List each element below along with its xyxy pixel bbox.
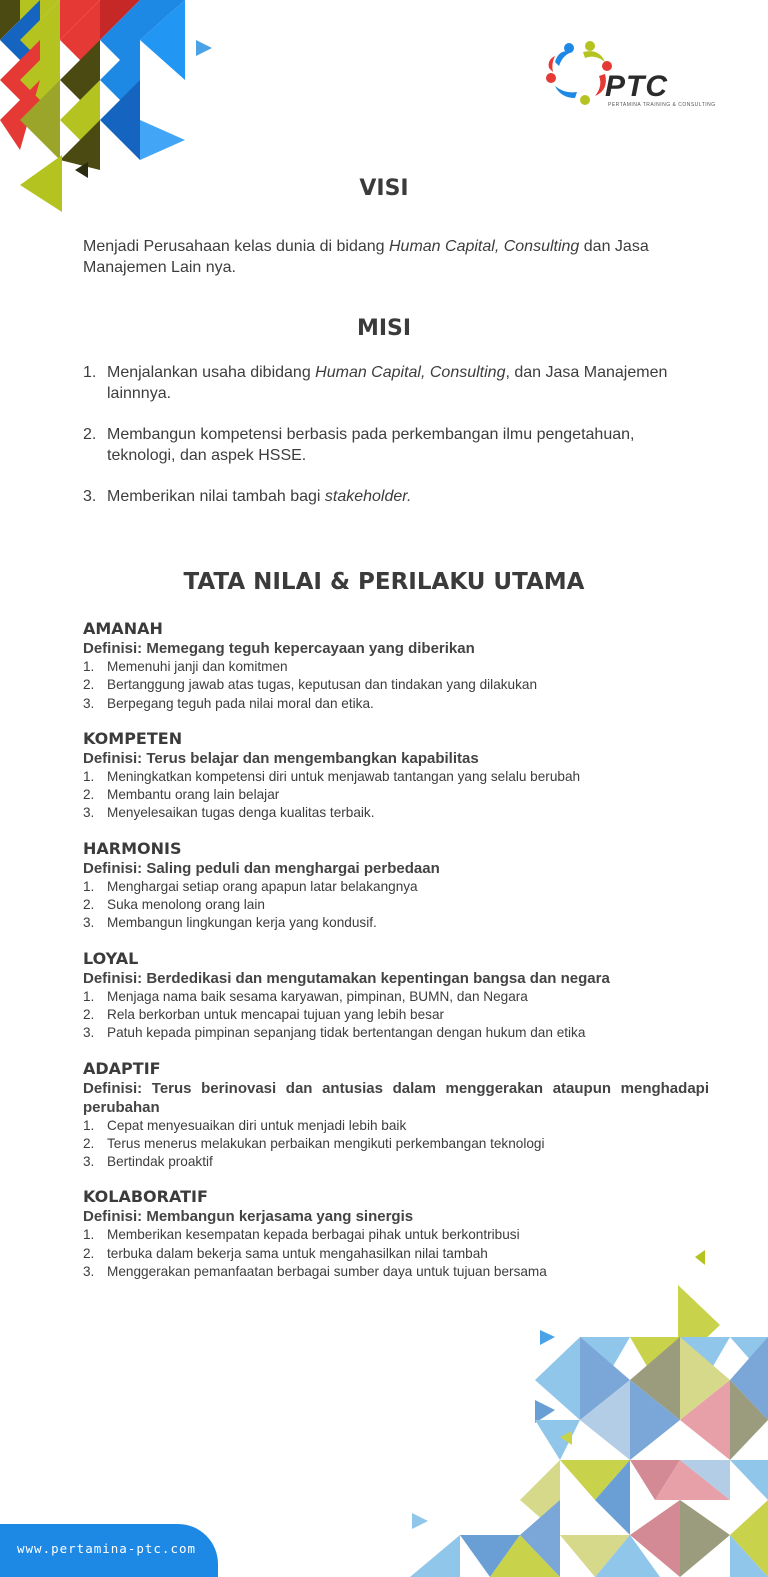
value-definition: Definisi: Memegang teguh kepercayaan yang diberikan	[83, 640, 475, 657]
ptc-logo	[545, 38, 715, 118]
list-item: 3. Menggerakan pemanfaatan berbagai sumber daya untuk tujuan bersama	[83, 1264, 547, 1280]
misi-title: MISI	[356, 316, 412, 341]
list-item: 1. Memberikan kesempatan kepada berbagai pihak untuk berkontribusi	[83, 1227, 520, 1243]
tata-nilai-title: TATA NILAI & PERILAKU UTAMA	[183, 569, 585, 595]
value-behaviors	[83, 1117, 709, 1172]
value-definition: Definisi: Terus belajar dan mengembangkan kapabilitas	[83, 749, 479, 767]
values-list	[83, 619, 709, 1297]
misi-item: 2. Membangun kompetensi berbasis pada perkembangan ilmu pengetahuan, teknologi, dan aspek HSSE.	[83, 426, 635, 464]
list-item: 2. Bertanggung jawab atas tugas, keputusan dan tindakan yang dilakukan	[83, 677, 538, 693]
value-definition: Definisi: Saling peduli dan menghargai perbedaan	[83, 859, 440, 877]
list-item: 1. Menjaga nama baik sesama karyawan, pimpinan, BUMN, dan Negara	[83, 988, 528, 1004]
value-name: ADAPTIF	[83, 1058, 161, 1078]
list-item: 3. Patuh kepada pimpinan sepanjang tidak bertentangan dengan hukum dan etika	[83, 1025, 586, 1041]
list-item: 1. Cepat menyesuaikan diri untuk menjadi lebih baik	[83, 1117, 407, 1133]
value-name: AMANAH	[83, 619, 163, 638]
footer-url-badge	[0, 1524, 218, 1577]
value-behaviors	[83, 988, 709, 1043]
visi-title: VISI	[359, 176, 409, 201]
value-behaviors	[83, 768, 709, 823]
misi-list	[83, 362, 703, 527]
list-item: 3. Berpegang teguh pada nilai moral dan etika.	[83, 695, 374, 711]
list-item: 2. terbuka dalam bekerja sama untuk mengahasilkan nilai tambah	[83, 1245, 488, 1261]
logo-text: PTC	[605, 70, 668, 103]
value-kompeten	[83, 729, 709, 823]
value-kolaboratif	[83, 1187, 709, 1281]
logo-tagline: PERTAMINA TRAINING & CONSULTING	[608, 102, 716, 108]
list-item: 3. Bertindak proaktif	[83, 1154, 213, 1170]
list-item: 2. Suka menolong orang lain	[83, 897, 265, 913]
value-amanah	[83, 619, 709, 713]
value-behaviors	[83, 658, 709, 713]
misi-item: 3. Memberikan nilai tambah bagi stakeholder.	[83, 488, 412, 505]
value-definition: Definisi: Berdedikasi dan mengutamakan kepentingan bangsa dan negara	[83, 969, 610, 987]
value-definition: Definisi: Membangun kerjasama yang sinergis	[83, 1208, 414, 1226]
list-item: 2. Membantu orang lain belajar	[83, 787, 280, 803]
visi-text: Menjadi Perusahaan kelas dunia di bidang Human Capital, Consulting dan Jasa Manajemen Lain nya.	[83, 238, 649, 276]
website-link[interactable]: www.pertamina-ptc.com	[17, 1541, 197, 1556]
value-name: KOMPETEN	[83, 728, 183, 748]
list-item: 1. Memenuhi janji dan komitmen	[83, 659, 288, 674]
value-name: HARMONIS	[83, 838, 182, 858]
list-item: 3. Menyelesaikan tugas denga kualitas terbaik.	[83, 805, 375, 821]
list-item: 2. Rela berkorban untuk mencapai tujuan yang lebih besar	[83, 1006, 445, 1022]
value-definition: Definisi: Terus berinovasi dan antusias dalam menggerakan ataupun menghadapi perubahan	[83, 1079, 709, 1116]
value-loyal	[83, 949, 709, 1043]
list-item: 1. Meningkatkan kompetensi diri untuk menjawab tantangan yang selalu berubah	[83, 768, 581, 784]
value-behaviors	[83, 878, 709, 933]
value-behaviors	[83, 1226, 709, 1281]
value-adaptif	[83, 1059, 709, 1172]
value-harmonis	[83, 839, 709, 933]
misi-item: 1. Menjalankan usaha dibidang Human Capital, Consulting, dan Jasa Manajemen lainnnya.	[83, 364, 668, 402]
value-name: KOLABORATIF	[83, 1187, 208, 1207]
list-item: 1. Menghargai setiap orang apapun latar belakangnya	[83, 878, 418, 894]
list-item: 2. Terus menerus melakukan perbaikan mengikuti perkembangan teknologi	[83, 1135, 545, 1151]
value-name: LOYAL	[83, 948, 139, 968]
list-item: 3. Membangun lingkungan kerja yang kondusif.	[83, 915, 377, 931]
